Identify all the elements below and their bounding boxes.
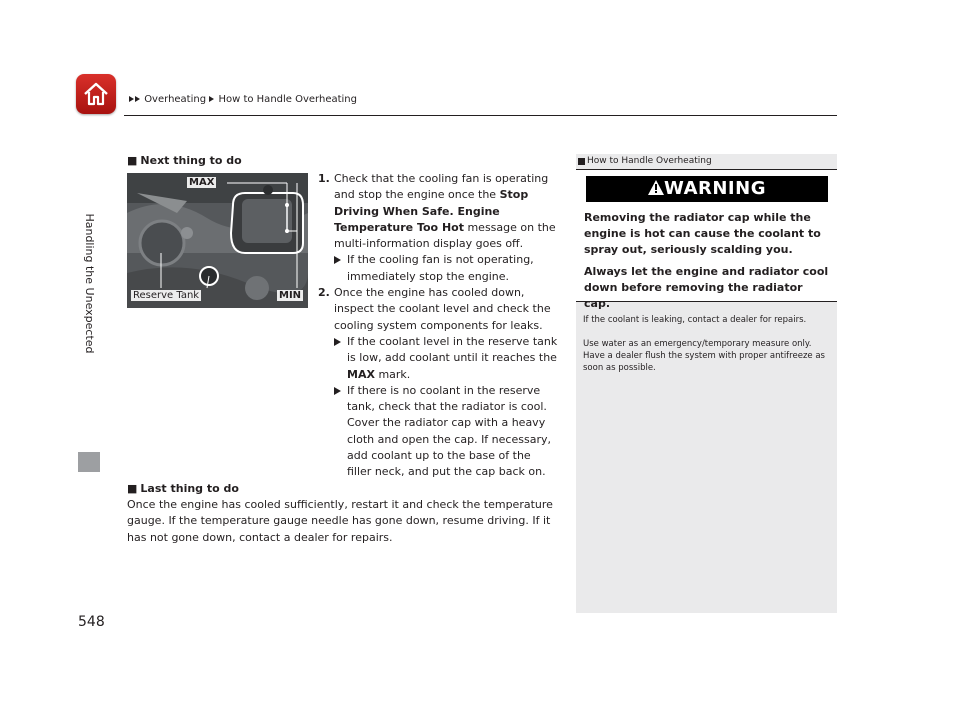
step-text: Once the engine has cooled down, inspect the coolant level and check the cooling system components for leaks. bbox=[334, 286, 551, 332]
panel-note-2: Use water as an emergency/temporary measure only. Have a dealer flush the system with proper antifreeze as soon as possible. bbox=[583, 339, 825, 373]
arrow-right-icon bbox=[334, 387, 341, 395]
panel-note-1: If the coolant is leaking, contact a dealer for repairs. bbox=[583, 315, 807, 325]
next-heading: ■ Next thing to do bbox=[127, 154, 242, 167]
panel-header bbox=[576, 154, 837, 168]
warning-triangle-icon bbox=[648, 180, 664, 195]
breadcrumb-item-current[interactable]: How to Handle Overheating bbox=[218, 94, 357, 105]
last-text: Once the engine has cooled sufficiently, restart it and check the temperature gauge. If the temperature gauge needle has gone down, resume driving. If it has not gone down, contact a dealer for repairs. bbox=[127, 498, 553, 544]
steps-list bbox=[318, 171, 558, 481]
min-label: MIN bbox=[279, 290, 302, 301]
header-rule bbox=[124, 115, 837, 116]
sub-step-text: If the coolant level in the reserve tank is low, add coolant until it reaches the bbox=[347, 334, 558, 365]
sub-step bbox=[334, 383, 558, 481]
side-tab-label: Handling the Unexpected bbox=[83, 213, 96, 354]
step-text: message on the multi-information display goes off. bbox=[334, 220, 556, 251]
warning-text-1: Removing the radiator cap while the engine is hot can cause the coolant to spray out, seriously scalding you. bbox=[584, 211, 821, 256]
sub-step-text: mark. bbox=[374, 367, 411, 381]
sub-step bbox=[334, 334, 558, 383]
step-number: 2. bbox=[318, 286, 330, 300]
arrow-right-icon bbox=[334, 256, 341, 264]
last-heading: ■ Last thing to do bbox=[127, 482, 239, 495]
breadcrumb-item-overheating[interactable]: Overheating bbox=[144, 94, 207, 105]
triangle-right-icon bbox=[129, 96, 134, 102]
warning-title: WARNING bbox=[664, 178, 766, 199]
warning-text-2: Always let the engine and radiator cool down before removing the radiator cap. bbox=[584, 265, 829, 310]
last-heading-text: Last thing to do bbox=[140, 482, 239, 495]
breadcrumb bbox=[129, 94, 357, 105]
step-message: Stop Driving When Safe. Engine Temperature Too Hot bbox=[334, 188, 529, 234]
page-number: 548 bbox=[78, 614, 105, 630]
warning-banner bbox=[586, 176, 828, 202]
step-2 bbox=[318, 285, 558, 481]
step-text: Check that the cooling fan is operating and stop the engine once the bbox=[334, 172, 549, 202]
engine-bay-image bbox=[127, 173, 308, 308]
max-mark: MAX bbox=[347, 367, 375, 381]
step-number: 1. bbox=[318, 172, 330, 185]
panel-header-text[interactable]: How to Handle Overheating bbox=[587, 156, 712, 166]
next-heading-text: Next thing to do bbox=[140, 154, 242, 167]
reserve-tank-figure bbox=[127, 173, 308, 308]
reserve-tank-label: Reserve Tank bbox=[133, 290, 200, 301]
warning-box bbox=[576, 169, 837, 310]
home-icon bbox=[82, 80, 110, 108]
sub-step-text: If there is no coolant in the reserve tank, check that the radiator is cool. Cover the radiator cap with a heavy cloth and open the cap. If necessary, add coolant up to the base of the filler neck, and put the cap back on. bbox=[347, 383, 551, 479]
side-tab-marker bbox=[78, 452, 100, 472]
book-icon bbox=[578, 158, 585, 165]
side-tab[interactable] bbox=[78, 117, 100, 460]
home-button[interactable] bbox=[76, 74, 116, 114]
triangle-right-icon bbox=[135, 96, 140, 102]
max-label: MAX bbox=[189, 177, 215, 188]
triangle-right-icon bbox=[209, 96, 214, 102]
side-panel bbox=[576, 154, 837, 613]
arrow-right-icon bbox=[334, 338, 341, 346]
step-1 bbox=[318, 171, 558, 285]
sub-step bbox=[334, 252, 558, 285]
sub-step-text: If the cooling fan is not operating, immediately stop the engine. bbox=[347, 253, 534, 283]
